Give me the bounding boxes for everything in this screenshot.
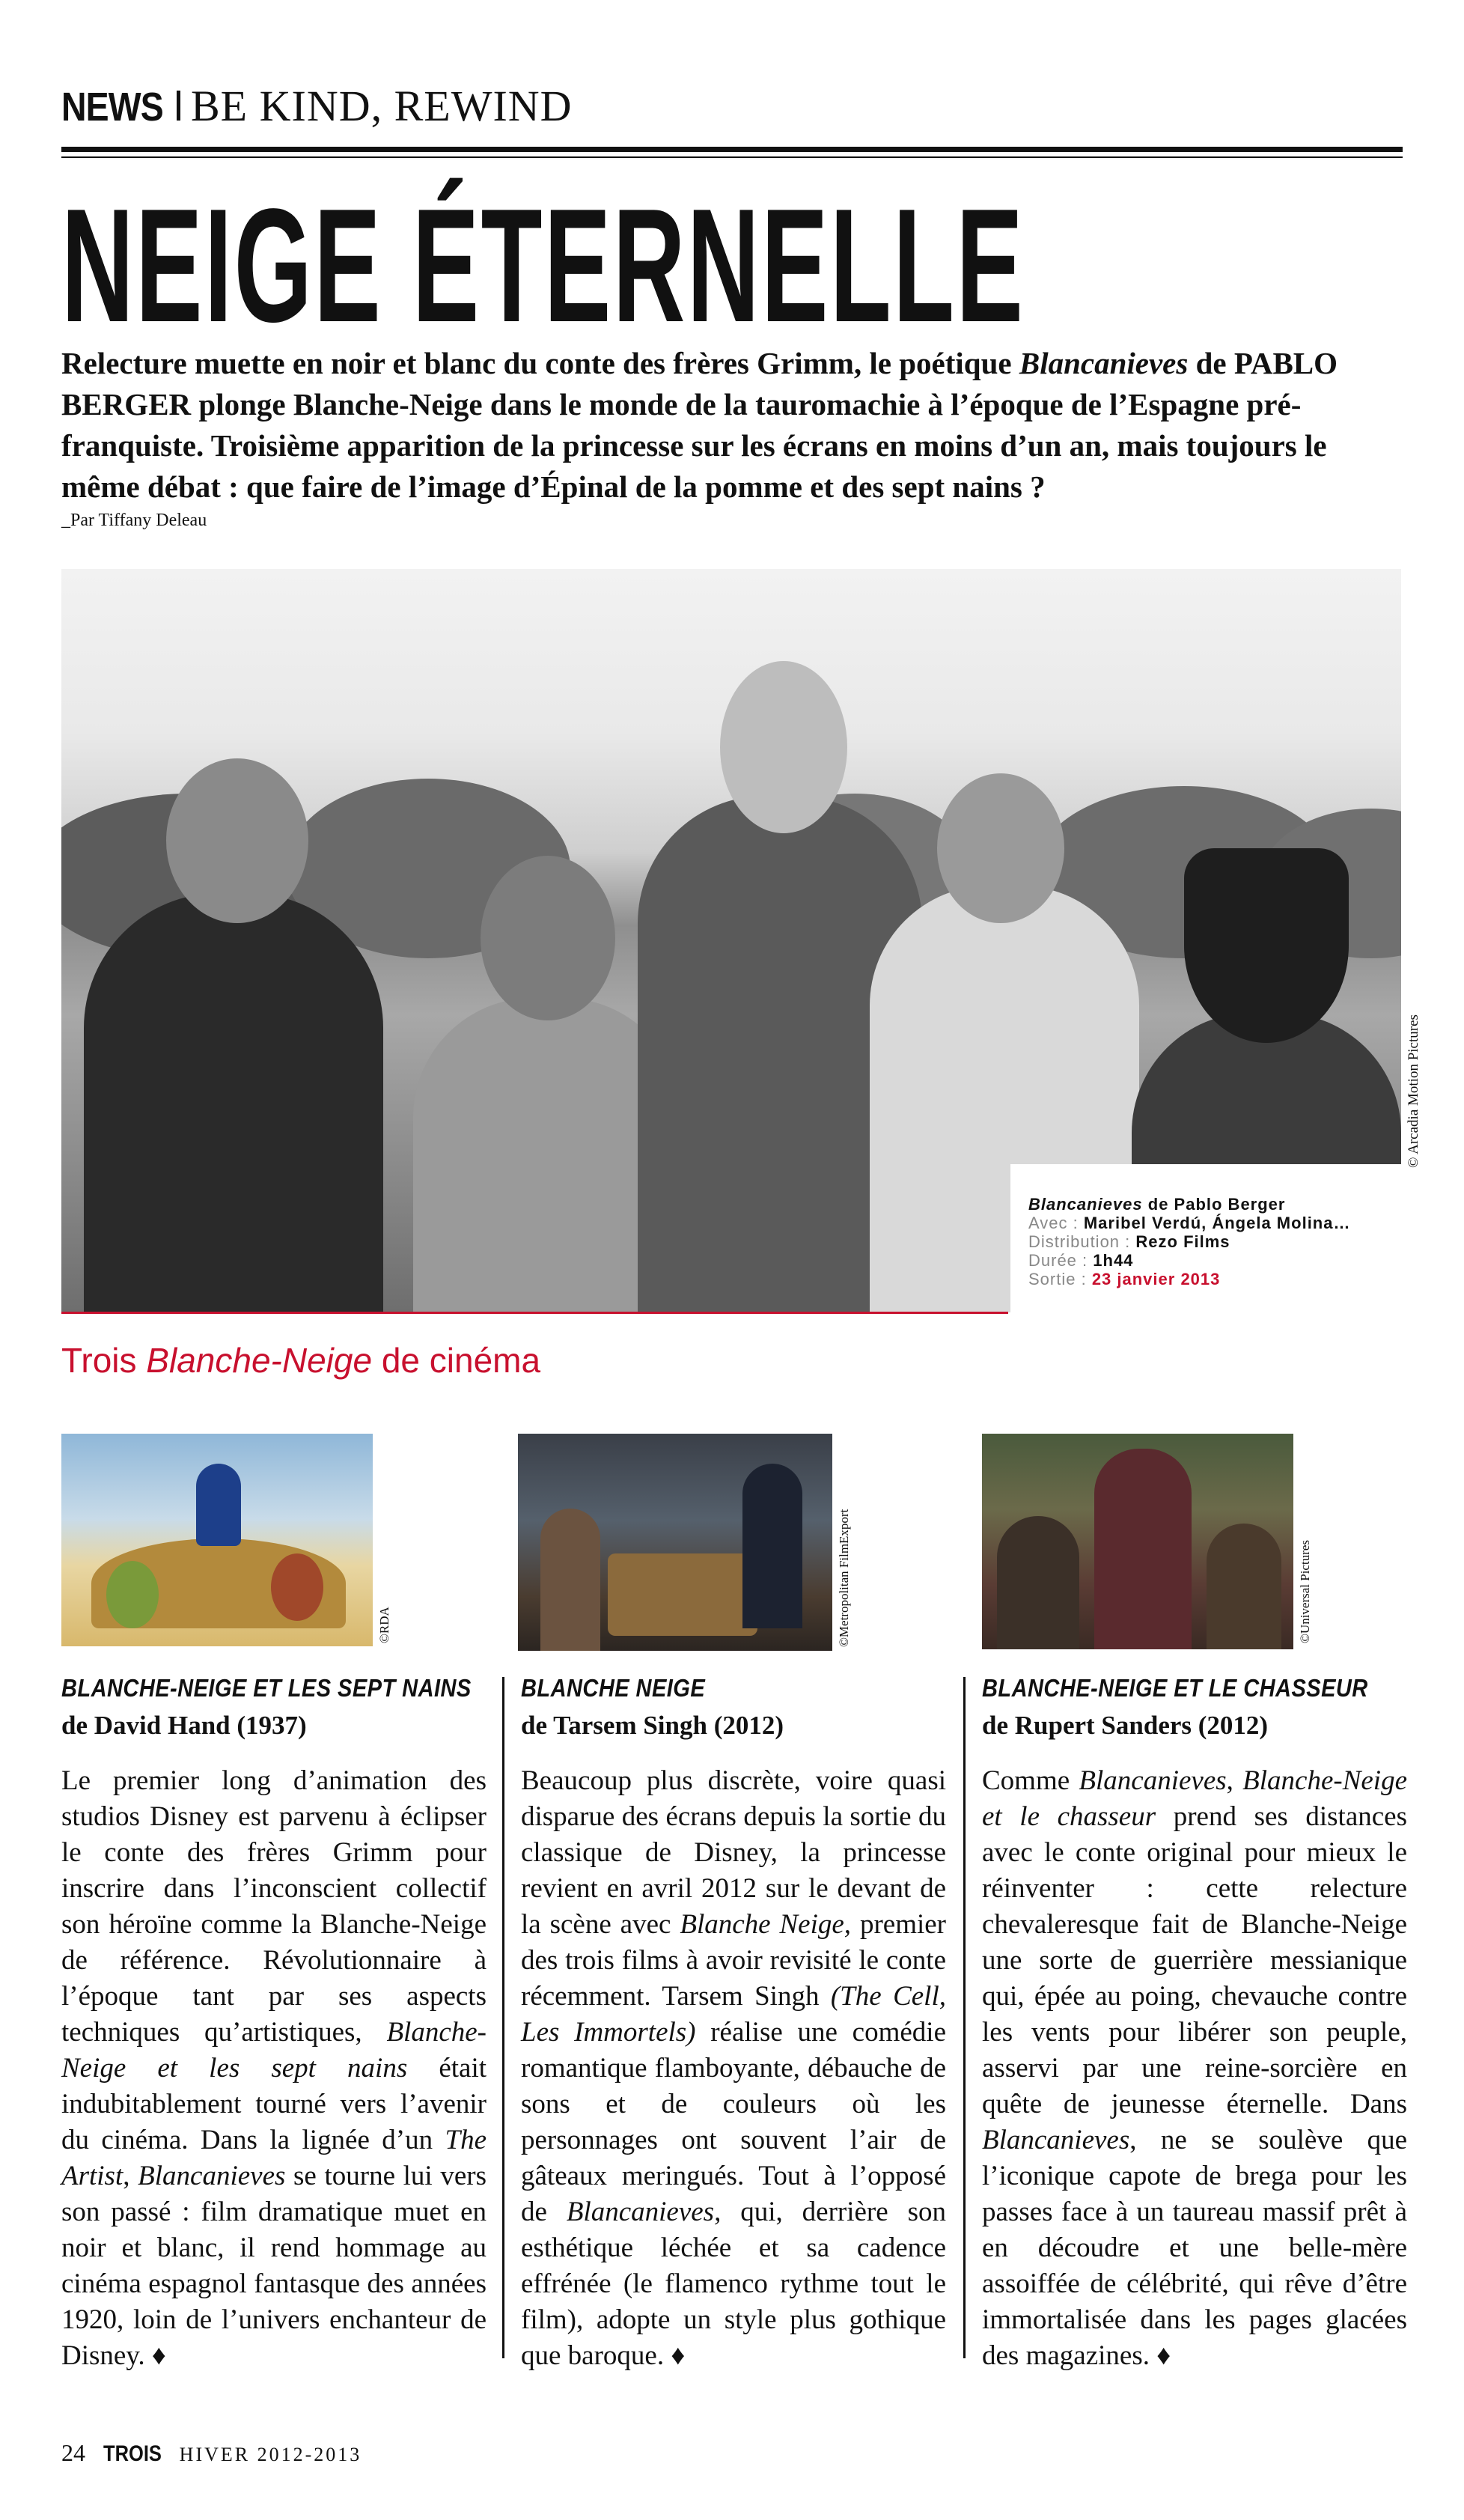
lede-part-1: Relecture muette en noir et blanc du conte des frères Grimm, le poétique <box>61 346 1019 380</box>
info-film-line <box>1028 1196 1285 1214</box>
film-1-title: BLANCHE-NEIGE ET LES SEPT NAINS <box>61 1674 472 1702</box>
column-1-text <box>61 1763 487 2374</box>
lede-part-2: de PABLO BERGER plonge Blanche-Neige dans le monde de la tauromachie à l’époque de l’Espagne pré-franquiste. Troisième apparition de la princesse sur les écrans en moins d’un an, mais toujours le même débat : que faire de l’image d’Épinal de la pomme et des sept nains ? <box>61 346 1338 504</box>
col2-part-2: premier des trois films à avoir revisité le conte récemment. Tarsem Singh <box>521 1909 946 2012</box>
info-dist-line <box>1028 1233 1230 1251</box>
info-release-label: Sortie : <box>1028 1270 1092 1288</box>
col3-part-1: Comme <box>982 1765 1079 1796</box>
page-footer <box>61 2439 362 2467</box>
film-3-photo <box>982 1434 1293 1649</box>
info-release: 23 janvier 2013 <box>1091 1270 1221 1288</box>
column-3-text <box>982 1763 1407 2374</box>
col1-em-1: Blanche-Neige et les sept nains <box>61 2017 487 2084</box>
film-info-box <box>1010 1164 1401 1314</box>
column-rule-2 <box>963 1677 966 2358</box>
section-title-em: Blanche-Neige <box>146 1341 373 1380</box>
col3-part-2: , <box>1226 1765 1243 1796</box>
col3-em-3: Blancanieves <box>982 2125 1130 2155</box>
col1-part-2: était indubitablement tourné vers l’avenir du cinéma. Dans la lignée d’un <box>61 2053 487 2155</box>
info-duration: 1h44 <box>1093 1251 1134 1270</box>
col1-part-1: Le premier long d’animation des studios Disney est parvenu à éclipser le conte des frères Grimm pour inscrire dans l’inconscient collectif son héroïne comme la Blanche-Neige de référence. Révolutionnaire à l’époque tant par ses aspects techniques qu’artistiques, <box>61 1765 487 2048</box>
rubric-label: BE KIND, REWIND <box>191 82 573 130</box>
film-3-credit: ©Universal Pictures <box>1298 1539 1312 1643</box>
col3-part-3: prend ses distances avec le conte original pour mieux le réinventer : cette relecture chevaleresque fait de Blanche-Neige une sorte de guerrière messianique qui, épée au poing, chevauche contre les vents pour libérer son peuple, asservi par une reine-sorcière en quête de jeunesse éternelle. Dans <box>982 1801 1408 2119</box>
col2-em-1: Blanche Neige, <box>680 1909 852 1940</box>
section-title-2: de cinéma <box>372 1341 541 1380</box>
col1-part-3: , <box>123 2161 138 2191</box>
info-cast-label: Avec : <box>1028 1214 1084 1232</box>
col1-em-2: The Artist <box>61 2125 487 2191</box>
issue-label: HIVER 2012-2013 <box>179 2444 362 2465</box>
info-cast-line <box>1028 1214 1350 1232</box>
section-title-1: Trois <box>61 1341 147 1380</box>
col2-em-2: (The Cell, Les Immortels) <box>521 1981 946 2048</box>
col2-part-3: réalise une comédie romantique flamboyante, débauche de sons et de couleurs où les personnages ont souvent l’air de gâteaux meringués. Tout à l’opposé de <box>521 2017 946 2227</box>
col2-part-4: qui, derrière son esthétique léchée et sa cadence effrénée (le flamenco rythme tout le film), adopte un style plus gothique que baroque. ♦ <box>521 2197 946 2371</box>
info-cast: Maribel Verdú, Ángela Molina… <box>1083 1214 1351 1232</box>
info-duration-label: Durée : <box>1028 1251 1094 1270</box>
film-2-title: BLANCHE NEIGE <box>521 1674 706 1702</box>
header-rule-thick <box>61 147 1403 152</box>
article-title: NEIGE ÉTERNELLE <box>61 174 1025 356</box>
lede-film: Blancanieves <box>1019 346 1189 380</box>
info-dist-label: Distribution : <box>1028 1232 1136 1251</box>
col3-em-1: Blancanieves <box>1079 1765 1227 1796</box>
col2-em-3: Blancanieves, <box>566 2197 722 2227</box>
film-1-photo <box>61 1434 373 1646</box>
column-rule-1 <box>502 1677 504 2358</box>
header-divider <box>177 91 180 121</box>
info-film: Blancanieves <box>1028 1195 1143 1214</box>
film-3-director: de Rupert Sanders (2012) <box>982 1711 1269 1740</box>
header-rule-thin <box>61 156 1403 158</box>
film-1-director: de David Hand (1937) <box>61 1711 307 1740</box>
col2-part-1: Beaucoup plus discrète, voire quasi disparue des écrans depuis la sortie du classique de Disney, la princesse revient en avril 2012 sur le devant de la scène avec <box>521 1765 946 1940</box>
section-label: NEWS <box>61 85 163 130</box>
article-lede <box>61 343 1409 508</box>
film-1-credit: ©RDA <box>377 1607 391 1643</box>
photo-red-rule <box>61 1312 1008 1314</box>
page-number: 24 <box>61 2439 85 2466</box>
info-by: de Pablo Berger <box>1142 1195 1286 1214</box>
magazine-brand: TROIS <box>103 2441 162 2466</box>
info-dist: Rezo Films <box>1135 1232 1230 1251</box>
film-2-credit: ©Metropolitan FilmExport <box>837 1509 851 1647</box>
main-photo-credit: © Arcadia Motion Pictures <box>1406 1014 1421 1168</box>
col3-part-4: , ne se soulève que l’iconique capote de brega pour les passes face à un taureau massif prêt à en découdre et une belle-mère assoiffée de célébrité, qui rêve d’être immortalisée dans les pages glacées des magazines. ♦ <box>982 2125 1407 2371</box>
info-duration-line <box>1028 1252 1133 1270</box>
col3-em-2: Blanche-Neige et le chasseur <box>982 1765 1407 1832</box>
col1-part-4: se tourne lui vers son passé : film dramatique muet en noir et blanc, il rend hommage au cinéma espagnol fantasque des années 1920, loin de l’univers enchanteur de Disney. ♦ <box>61 2161 487 2371</box>
col1-em-3: Blancanieves <box>138 2161 286 2191</box>
film-2-director: de Tarsem Singh (2012) <box>521 1711 784 1740</box>
section-header <box>61 81 573 141</box>
info-release-line <box>1028 1270 1220 1288</box>
section-title <box>61 1340 540 1381</box>
column-2-text <box>521 1763 946 2374</box>
byline: _Par Tiffany Deleau <box>61 511 207 530</box>
film-2-photo <box>518 1434 832 1651</box>
film-3-title: BLANCHE-NEIGE ET LE CHASSEUR <box>982 1674 1368 1702</box>
